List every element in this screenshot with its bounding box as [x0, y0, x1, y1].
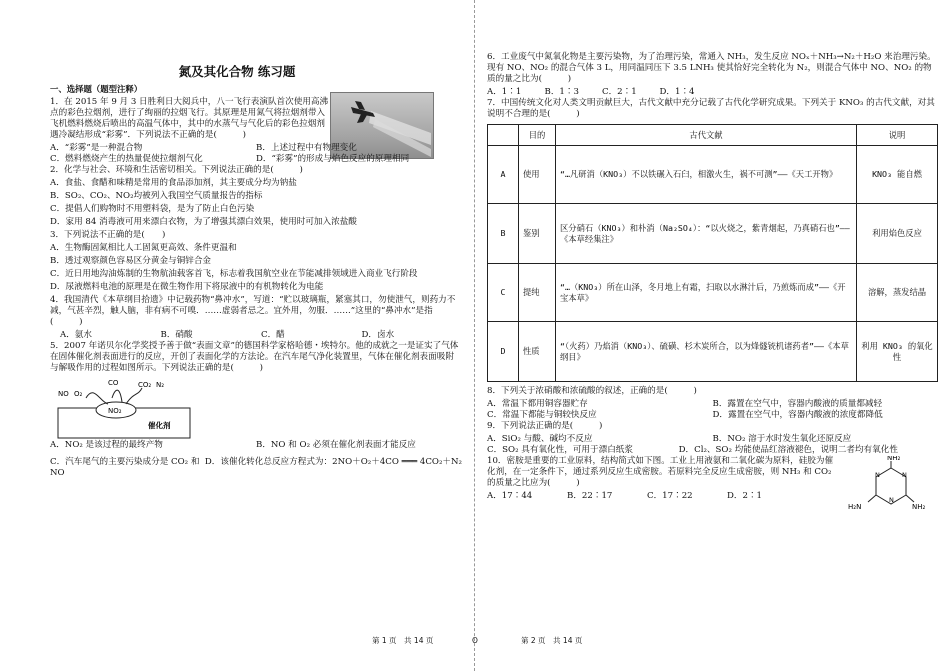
row-letter: A	[488, 146, 519, 204]
q10-stem: 10．密胺是重要的工业原料，结构简式如下图。工业上用液氨和二氧化碳为原料，硅胶为催化剂，在一定条件下，通过系列反应生成密胺。若原料完全反应生成密胺，则 NH₃ 和 CO₂ 的质量之比应为( )	[487, 456, 834, 488]
row-text: “…（KNO₃）所在山泽，冬月地上有霜，扫取以水淋汁后，乃煎炼而成”——《开宝本草》	[556, 264, 857, 322]
q9-option-b[interactable]: B．NO₂ 溶于水时发生氧化还原反应	[712, 434, 852, 444]
q5-option-b[interactable]: B．NO 和 O₂ 必须在催化剂表面才能反应	[256, 439, 416, 450]
q3-stem: 3．下列说法不正确的是( )	[50, 229, 166, 240]
q1-option-a[interactable]: A．“彩雾”是一种混合物	[50, 142, 143, 153]
catalyst-diagram	[50, 376, 462, 440]
q5-option-a[interactable]: A．NO₂ 是该过程的最终产物	[50, 439, 163, 450]
table-header-cell: 目的	[519, 125, 556, 146]
row-note: 利用焰色反应	[857, 204, 938, 264]
table-header-cell: 说明	[857, 125, 938, 146]
q1-options-row2	[50, 154, 462, 165]
row-letter: D	[488, 322, 519, 382]
q2-option-a[interactable]: A．食盐、食醋和味精是常用的食品添加剂，其主要成分均为钠盐	[50, 177, 297, 188]
q9-stem: 9．下列说法正确的是( )	[487, 421, 603, 431]
row-note: 利用 KNO₃ 的氧化性	[857, 322, 938, 382]
q10-option-a[interactable]: A．17∶44	[487, 491, 533, 501]
diagram-label-co: CO	[108, 378, 119, 387]
footer-right: 第 2 页 共 14 页	[521, 636, 583, 645]
q8-option-d[interactable]: D．露置在空气中，容器内酸液的浓度都降低	[712, 410, 883, 420]
q4-option-c[interactable]: C．醋	[261, 329, 285, 340]
q3-option-c[interactable]: C．近日用地沟油炼制的生物航油载客首飞，标志着我国航空业在节能减排领域进入商业飞行阶段	[50, 268, 418, 279]
q10-options	[487, 491, 807, 502]
q9-options-row1	[487, 434, 938, 445]
right-page	[475, 0, 950, 671]
q1-option-b[interactable]: B．上述过程中有物理变化	[256, 142, 357, 153]
table-header-cell	[488, 125, 519, 146]
q2-stem: 2．化学与社会、环境和生活密切相关。下列说法正确的是( )	[50, 164, 303, 175]
q5-options-row1	[50, 440, 462, 451]
row-letter: B	[488, 204, 519, 264]
q6-option-d[interactable]: D．1∶4	[659, 87, 695, 97]
q9-options-row2	[487, 445, 938, 456]
q8-option-b[interactable]: B．露置在空气中，容器内酸液的质量都减轻	[712, 399, 883, 409]
q6-options	[487, 87, 717, 98]
row-letter: C	[488, 264, 519, 322]
row-text: “（火药）乃焰消（KNO₃）、硫磺、杉木炭所合，以为烽燧铳机诸药者”——《本草纲目》	[556, 322, 857, 382]
q4-option-a[interactable]: A．氨水	[60, 329, 92, 340]
q2-option-c[interactable]: C．提倡人们购物时不用塑料袋，是为了防止白色污染	[50, 203, 255, 214]
q10-option-b[interactable]: B．22∶17	[567, 491, 613, 501]
q4-stem: 4．我国清代《本草纲目拾遗》中记载药物“鼻冲水”，写道：“贮以玻璃瓶，紧塞其口，勿使泄气，则药力不减，气甚辛烈，触人脑，非有病不可嗅．……虚弱者忌之。宜外用，勿服．……”这里的“鼻冲水”是指( )	[50, 294, 456, 327]
q6-option-b[interactable]: B．1∶3	[544, 87, 579, 97]
struct-label-nh2-right: NH₂	[912, 503, 926, 511]
diagram-label-n2: N₂	[156, 380, 165, 389]
diagram-label-co2: CO₂	[138, 380, 152, 389]
q6-stem: 6．工业废气中氮氧化物是主要污染物，为了治理污染，常通入 NH₃，发生反应 NOₓ＋NH₃→N₂＋H₂O 来治理污染。现有 NO、NO₂ 的混合气体 3 L，用同温同压下 3.5 LNH₃ 使其恰好完全转化为 N₂，则混合气体中 NO、NO₂ 的物质的量之比为( )	[487, 52, 936, 84]
q3-option-a[interactable]: A．生物酶固氮相比人工固氮更高效、条件更温和	[50, 242, 237, 253]
q1-option-c[interactable]: C．燃料燃烧产生的热量促使拉烟剂气化	[50, 153, 203, 164]
table-row[interactable]	[488, 264, 938, 322]
row-note: KNO₃ 能自燃	[857, 146, 938, 204]
struct-label-n2: N	[875, 471, 880, 479]
row-purpose: 提纯	[519, 264, 556, 322]
row-purpose: 鉴别	[519, 204, 556, 264]
q7-table	[487, 124, 938, 382]
diagram-label-no2: NO₂	[108, 406, 122, 415]
q6-option-c[interactable]: C．2∶1	[602, 87, 637, 97]
q5-option-d[interactable]: D．该催化转化总反应方程式为：2NO＋O₂＋4CO ═══ 4CO₂＋N₂	[204, 456, 462, 467]
struct-label-h2n: H₂N	[848, 503, 862, 511]
row-text: “…凡研消（KNO₃）不以铁碾入石臼，相激火生，祸不可测”——《天工开物》	[556, 146, 857, 204]
q5-stem: 5．2007 年诺贝尔化学奖授予善于做“表面文章”的德国科学家格哈德・埃特尔。他的成就之一是证实了气体在固体催化剂表面进行的反应，开创了表面化学的方法论。在汽车尾气净化装置里，气体在催化剂表面吸附与解吸作用的过程如图所示。下列说法正确的是( )	[50, 340, 459, 373]
page-title: 氮及其化合物 练习题	[178, 64, 296, 79]
q9-option-c[interactable]: C．SO₂ 具有氧化性，可用于漂白纸浆	[487, 445, 633, 455]
footer-left: 第 1 页 共 14 页	[372, 636, 434, 645]
q4-option-d[interactable]: D．卤水	[361, 329, 395, 340]
q8-options-row1	[487, 399, 938, 410]
row-purpose: 使用	[519, 146, 556, 204]
table-header-row	[488, 125, 938, 146]
diagram-label-o2: O₂	[74, 389, 83, 398]
q8-option-a[interactable]: A．常温下都用铜容器贮存	[487, 399, 588, 409]
q10-option-d[interactable]: D．2∶1	[727, 491, 763, 501]
q3-option-b[interactable]: B．透过观察颜色容易区分黄金与铜锌合金	[50, 255, 212, 266]
row-note: 溶解，蒸发结晶	[857, 264, 938, 322]
q5-options-row2	[50, 457, 462, 479]
table-header-cell: 古代文献	[556, 125, 857, 146]
table-row[interactable]	[488, 322, 938, 382]
melamine-structure	[846, 456, 936, 520]
q2-option-d[interactable]: D．家用 84 消毒液可用来漂白衣物，为了增强其漂白效果，使用时可加入浓盐酸	[50, 216, 357, 227]
q2-option-b[interactable]: B．SO₂、CO₂、NO₂均被列入我国空气质量报告的指标	[50, 190, 263, 201]
q9-option-d[interactable]: D．Cl₂、SO₂ 均能使品红溶液褪色，说明二者均有氧化性	[678, 445, 898, 455]
q1-stem: 1．在 2015 年 9 月 3 日胜利日大阅兵中，八一飞行表演队首次使用高沸点的彩色拉烟剂，进行了绚丽的拉烟飞行。其原理是用氮气将拉烟剂带入飞机燃料燃烧后喷出的高温气体中，其中的水蒸气与气化后的彩色拉烟剂遇冷凝结形成“彩雾”．下列说法不正确的是( )	[50, 96, 329, 140]
q8-option-c[interactable]: C．常温下都能与铜较快反应	[487, 410, 597, 420]
struct-label-n3: N	[889, 496, 894, 504]
q8-options-row2	[487, 410, 938, 421]
row-purpose: 性质	[519, 322, 556, 382]
section-heading: 一、选择题（题型注释）	[50, 84, 143, 94]
q1-options-row1	[50, 143, 462, 154]
table-row[interactable]	[488, 204, 938, 264]
table-row[interactable]	[488, 146, 938, 204]
diagram-label-no: NO	[58, 389, 69, 398]
q7-stem: 7．中国传统文化对人类文明贡献巨大，古代文献中充分记载了古代化学研究成果。下列关于 KNO₃ 的古代文献，对其说明不合理的是( )	[487, 98, 935, 119]
row-text: 区分硝石（KNO₃）和朴消（Na₂SO₄）：“以火烧之，紫青烟起，乃真硝石也”——《本草经集注》	[556, 204, 857, 264]
q3-option-d[interactable]: D．尿液燃料电池的原理是在微生物作用下将尿液中的有机物转化为电能	[50, 281, 324, 292]
q1-option-d[interactable]: D．“彩雾”的形成与焰色反应的原理相同	[256, 153, 410, 164]
q6-option-a[interactable]: A．1∶1	[487, 87, 522, 97]
q4-option-b[interactable]: B．硝酸	[160, 329, 193, 340]
struct-label-n1: N	[902, 471, 907, 479]
q5-option-c[interactable]: C．汽车尾气的主要污染成分是 CO₂ 和 NO	[50, 456, 200, 478]
diagram-label-catalyst: 催化剂	[148, 420, 171, 430]
q9-option-a[interactable]: A．SiO₂ 与酸、碱均不反应	[487, 434, 593, 444]
q10-option-c[interactable]: C．17∶22	[647, 491, 693, 501]
q10-block	[487, 456, 938, 511]
q4-options	[60, 330, 462, 341]
q8-stem: 8．下列关于浓硝酸和浓硫酸的叙述，正确的是( )	[487, 386, 697, 396]
footer-mid: O	[472, 636, 478, 645]
struct-label-nh2-top: NH₂	[887, 456, 901, 462]
